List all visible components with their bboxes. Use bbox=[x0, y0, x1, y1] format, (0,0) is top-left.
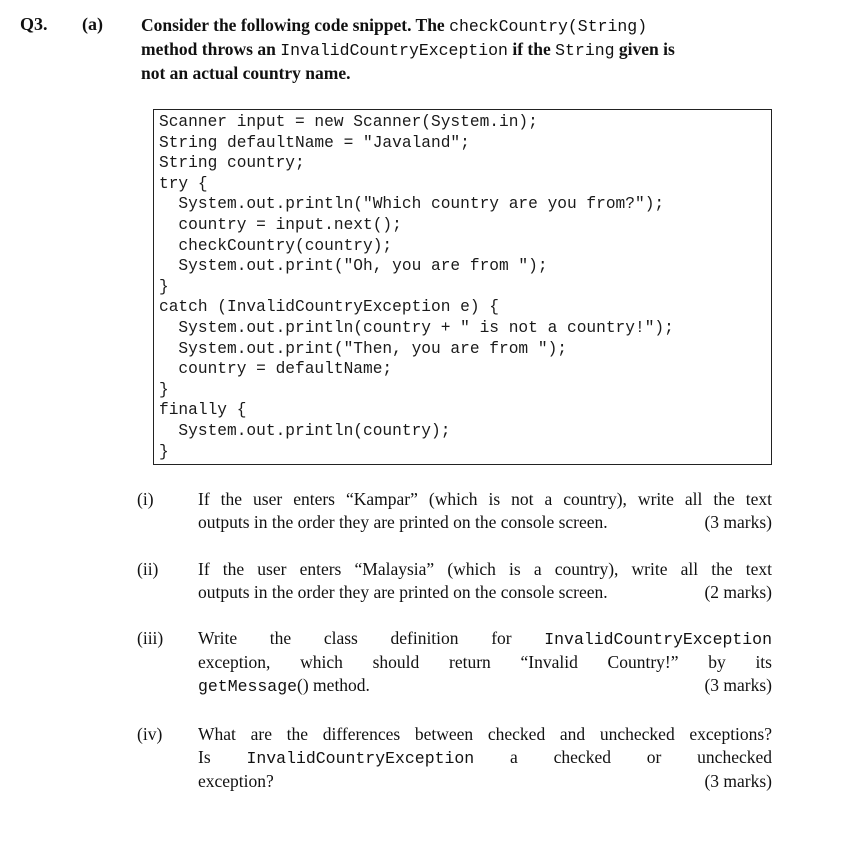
intro-code-exception: InvalidCountryException bbox=[280, 41, 508, 60]
subquestion-i-marks: (3 marks) bbox=[704, 512, 772, 532]
code-line: finally { bbox=[159, 401, 247, 420]
intro-code-string: String bbox=[555, 41, 615, 60]
subquestion-label-i: (i) bbox=[137, 489, 154, 509]
code-line: checkCountry(country); bbox=[159, 236, 393, 255]
intro-text-4: given is bbox=[614, 39, 675, 59]
subquestion-iv-line3: exception? bbox=[198, 771, 274, 791]
intro-text-2: method throws an bbox=[141, 39, 281, 59]
code-line: catch (InvalidCountryException e) { bbox=[159, 298, 499, 317]
subquestion-iv-line2-text2: a checked or unchecked bbox=[474, 747, 773, 767]
code-line: System.out.println(country); bbox=[159, 421, 451, 440]
intro-text-5: not an actual country name. bbox=[141, 63, 351, 83]
subquestion-iii-line3-text: () method. bbox=[297, 675, 370, 695]
subquestion-i-line2: outputs in the order they are printed on the console screen. bbox=[198, 512, 608, 532]
code-line: country = defaultName; bbox=[159, 360, 393, 379]
subquestion-iii-line1-text: Write the class definition for bbox=[198, 628, 545, 648]
question-intro bbox=[141, 14, 781, 85]
code-snippet-box bbox=[153, 109, 772, 465]
subquestion-iv-line2-text1: Is bbox=[198, 747, 247, 767]
code-line: } bbox=[159, 380, 169, 399]
code-line: System.out.print("Then, you are from "); bbox=[159, 339, 567, 358]
subquestion-iii bbox=[198, 627, 772, 698]
subquestion-i bbox=[198, 488, 772, 534]
question-number: Q3. bbox=[20, 14, 48, 34]
subquestion-iv-line1: What are the differences between checked and unchecked exceptions? bbox=[198, 724, 772, 744]
intro-code-method: checkCountry(String) bbox=[449, 17, 648, 36]
code-line: Scanner input = new Scanner(System.in); bbox=[159, 113, 538, 131]
subquestion-i-line1: If the user enters “Kampar” (which is not a country), write all the text bbox=[198, 489, 772, 509]
code-line: String defaultName = "Javaland"; bbox=[159, 133, 470, 152]
subquestion-label-iii: (iii) bbox=[137, 628, 164, 648]
subquestion-ii bbox=[198, 558, 772, 604]
subquestion-iv-marks: (3 marks) bbox=[704, 771, 772, 791]
code-line: System.out.println("Which country are you from?"); bbox=[159, 195, 665, 214]
code-line: System.out.println(country + " is not a country!"); bbox=[159, 318, 674, 337]
subquestion-ii-line1: If the user enters “Malaysia” (which is a country), write all the text bbox=[198, 559, 772, 579]
code-line: String country; bbox=[159, 154, 305, 173]
subquestion-iv bbox=[198, 723, 772, 793]
question-part-label: (a) bbox=[82, 14, 103, 34]
subquestion-label-iv: (iv) bbox=[137, 724, 163, 744]
subquestion-label-ii: (ii) bbox=[137, 559, 159, 579]
subquestion-iii-line3-code: getMessage bbox=[198, 677, 298, 696]
code-line: country = input.next(); bbox=[159, 215, 402, 234]
subquestion-iv-line2-code: InvalidCountryException bbox=[246, 749, 475, 768]
code-line: System.out.print("Oh, you are from "); bbox=[159, 257, 548, 276]
subquestion-iii-line2: exception, which should return “Invalid Country!” by its bbox=[198, 652, 772, 672]
code-line: } bbox=[159, 277, 169, 296]
subquestion-iii-line1-code: InvalidCountryException bbox=[544, 630, 772, 649]
subquestion-ii-marks: (2 marks) bbox=[704, 582, 772, 602]
intro-text-1: Consider the following code snippet. The bbox=[141, 15, 450, 35]
code-snippet bbox=[159, 112, 674, 462]
code-line: } bbox=[159, 442, 169, 461]
subquestion-iii-marks: (3 marks) bbox=[704, 675, 772, 695]
subquestion-ii-line2: outputs in the order they are printed on the console screen. bbox=[198, 582, 608, 602]
code-line: try { bbox=[159, 174, 208, 193]
intro-text-3: if the bbox=[507, 39, 556, 59]
